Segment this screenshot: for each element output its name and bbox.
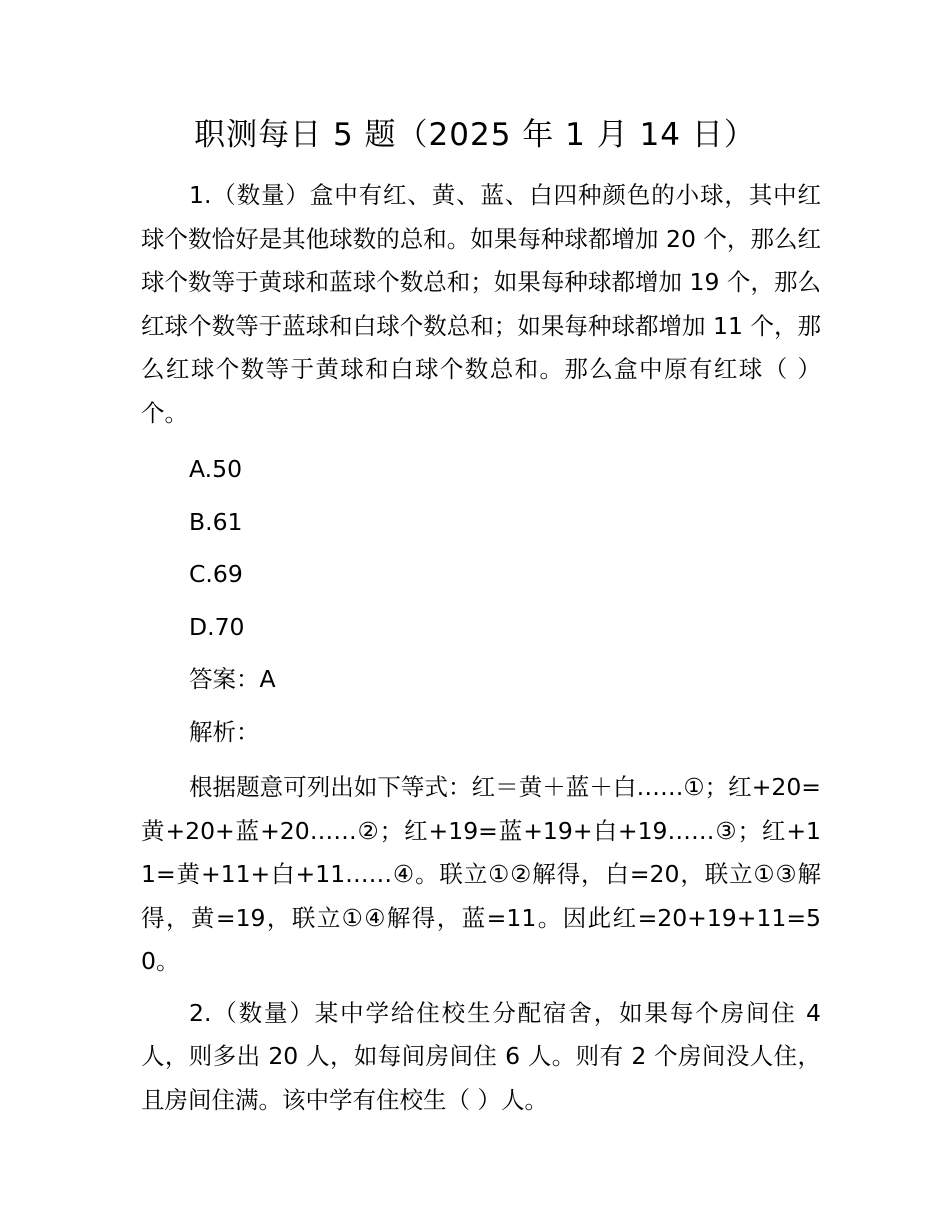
question-1-stem: 1.（数量）盒中有红、黄、蓝、白四种颜色的小球，其中红球个数恰好是其他球数的总和。如果每种球都增加 20 个，那么红球个数等于黄球和蓝球个数总和；如果每种球都增加 19 个，那么红球个数等于蓝球和白球个数总和；如果每种球都增加 11 个，那么红球个数等于黄球和白球个数总和。那么盒中原有红球（ ）个。	[141, 181, 821, 427]
question-1-options	[141, 443, 821, 758]
answer-line: 答案：A	[189, 665, 276, 693]
option-d: D.70	[189, 612, 245, 641]
analysis-text: 根据题意可列出如下等式：红＝黄＋蓝＋白……①；红+20=黄+20+蓝+20……②；红+19=蓝+19+白+19……③；红+11=黄+11+白+11……④。联立①②解得，白=20，联立①③解得，黄=19，联立①④解得，蓝=11。因此红=20+19+11=50。	[141, 773, 821, 975]
analysis-label: 解析：	[189, 717, 260, 746]
document-title: 职测每日 5 题（2025 年 1 月 14 日）	[194, 117, 756, 153]
option-a: A.50	[189, 455, 243, 483]
document-body	[141, 174, 821, 1122]
option-c: C.69	[189, 560, 243, 588]
question-2-stem: 2.（数量）某中学给住校生分配宿舍，如果每个房间住 4 人，则多出 20 人，如每间房间住 6 人。则有 2 个房间没人住，且房间住满。该中学有住校生（ ）人。	[141, 998, 821, 1114]
option-b: B.61	[189, 507, 243, 536]
